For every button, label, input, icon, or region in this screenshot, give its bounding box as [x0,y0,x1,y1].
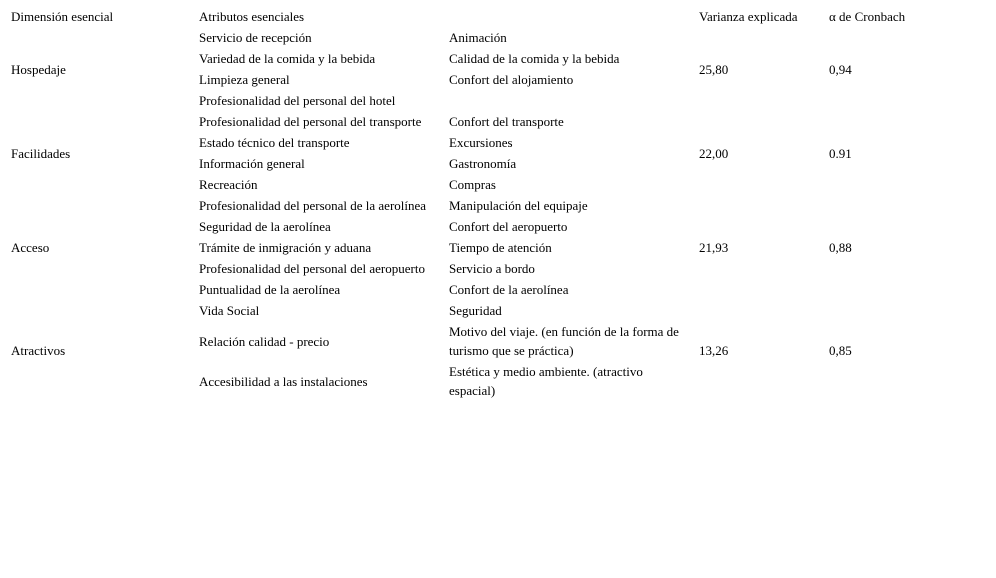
attribute-cell: Seguridad de la aerolínea [199,219,331,234]
header-dimension: Dimensión esencial [11,9,114,24]
attribute-cell: Profesionalidad del personal del aeropuerto [199,261,425,276]
variance-cell: 22,00 [699,145,729,161]
attribute-cell-secondary: Confort del aeropuerto [449,219,568,234]
table-row [7,195,955,216]
variance-cell: 21,93 [699,240,729,255]
variance-cell: 13,26 [699,343,729,358]
attribute-cell: Variedad de la comida y la bebida [199,51,376,66]
attribute-cell: Profesionalidad del personal de la aerolínea [199,198,427,213]
attribute-cell: Puntualidad de la aerolínea [199,282,341,297]
attribute-cell-secondary: Confort de la aerolínea [449,282,569,297]
dimension-cell: Atractivos [11,343,66,358]
alpha-cell: 0,94 [829,61,852,77]
attribute-cell: Vida Social [199,303,260,318]
attribute-cell-secondary: Gastronomía [449,156,517,171]
attribute-cell-secondary: Manipulación del equipaje [449,198,588,213]
alpha-cell: 0,88 [829,240,852,255]
header-attributes: Atributos esenciales [199,9,305,24]
attribute-cell-secondary: Compras [449,177,496,192]
attribute-cell: Trámite de inmigración y aduana [199,240,372,255]
attribute-cell-secondary: Servicio a bordo [449,261,535,276]
alpha-cell: 0,85 [829,343,852,358]
attribute-cell-secondary [445,90,695,111]
dimension-cell: Facilidades [11,145,71,161]
attribute-cell-secondary: Excursiones [449,135,513,150]
attributes-table [7,6,955,401]
alpha-cell: 0.91 [829,145,852,161]
header-alpha: α de Cronbach [829,9,906,24]
header-variance: Varianza explicada [699,9,798,24]
attribute-cell-secondary: Animación [449,30,507,45]
header-attributes-cont [445,6,695,27]
attribute-cell: Información general [199,156,305,171]
attribute-cell-secondary: Motivo del viaje. (en función de la forma de turismo que se práctica) [449,324,679,358]
attribute-cell-secondary: Confort del alojamiento [449,72,574,87]
attribute-cell: Recreación [199,177,258,192]
attribute-cell: Profesionalidad del personal del transporte [199,114,422,129]
attribute-cell-secondary: Confort del transporte [449,114,564,129]
attribute-cell: Accesibilidad a las instalaciones [199,373,368,389]
attribute-cell: Limpieza general [199,72,290,87]
dimension-cell: Hospedaje [11,61,66,77]
header-row [7,6,955,27]
attribute-cell-secondary: Seguridad [449,303,502,318]
table-body [7,6,955,401]
attribute-cell-secondary: Estética y medio ambiente. (atractivo espacial) [449,364,643,398]
table-row [7,300,955,321]
attribute-cell: Profesionalidad del personal del hotel [199,93,396,108]
variance-cell: 25,80 [699,61,729,77]
attribute-cell-secondary: Calidad de la comida y la bebida [449,51,620,66]
attribute-cell-secondary: Tiempo de atención [449,240,552,255]
attribute-cell: Servicio de recepción [199,30,312,45]
attribute-cell: Estado técnico del transporte [199,135,350,150]
table-row [7,27,955,48]
dimension-cell: Acceso [11,240,50,255]
table-row [7,111,955,132]
attribute-cell: Relación calidad - precio [199,333,330,349]
